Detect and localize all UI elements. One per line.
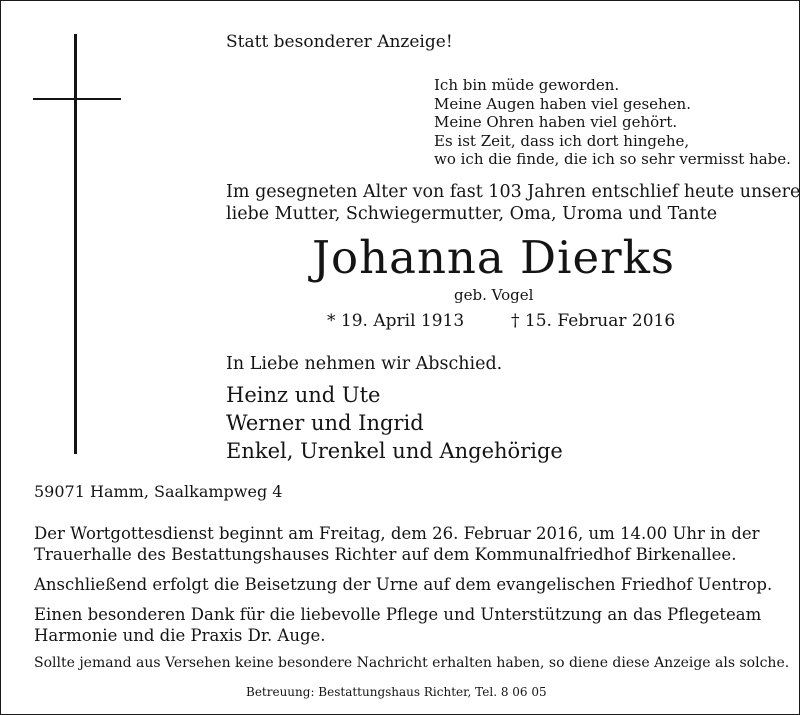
- deceased-name: Johanna Dierks: [312, 231, 676, 284]
- service-line: Trauerhalle des Bestattungshauses Richter auf dem Kommunalfriedhof Birkenallee.: [34, 545, 737, 564]
- cross-icon-crossbar: [33, 98, 121, 100]
- service-line: Der Wortgottesdienst beginnt am Freitag, dem 26. Februar 2016, um 14.00 Uhr in der: [34, 524, 760, 543]
- poem-line: Meine Ohren haben viel gehört.: [434, 113, 678, 131]
- poem-line: Meine Augen haben viel gesehen.: [434, 94, 691, 113]
- apology-note: Sollte jemand aus Versehen keine besondere Nachricht erhalten haben, so diene diese Anzeige als solche.: [34, 655, 790, 671]
- family-address: 59071 Hamm, Saalkampweg 4: [34, 482, 283, 501]
- funeral-home-footer: Betreuung: Bestattungshaus Richter, Tel. 8 06 05: [246, 685, 547, 699]
- farewell-text: In Liebe nehmen wir Abschied.: [226, 354, 503, 374]
- burial-info: Anschließend erfolgt die Beisetzung der Urne auf dem evangelischen Friedhof Uentrop.: [34, 575, 773, 594]
- mourners-list: [226, 381, 563, 465]
- thanks-line: Einen besonderen Dank für die liebevolle Pflege und Unterstützung an das Pflegeteam: [34, 605, 762, 624]
- birth-date: * 19. April 1913: [327, 311, 465, 331]
- thanks-text: [34, 604, 769, 646]
- intro-line: liebe Mutter, Schwiegermutter, Oma, Uroma und Tante: [226, 204, 718, 224]
- cross-icon: [74, 34, 77, 454]
- poem-line: wo ich die finde, die ich so sehr vermisst habe.: [434, 150, 791, 168]
- maiden-name: geb. Vogel: [454, 286, 534, 304]
- mourner-entry: Heinz und Ute: [226, 383, 381, 407]
- mourner-entry: Enkel, Urenkel und Angehörige: [226, 439, 563, 463]
- service-info: [34, 523, 769, 565]
- notice-heading: Statt besonderer Anzeige!: [226, 32, 453, 52]
- poem-line: Es ist Zeit, dass ich dort hingehe,: [434, 131, 690, 150]
- poem-line: Ich bin müde geworden.: [434, 76, 620, 94]
- intro-text: [226, 181, 800, 225]
- intro-line: Im gesegneten Alter von fast 103 Jahren entschlief heute unsere: [226, 182, 800, 202]
- death-date: † 15. Februar 2016: [511, 311, 676, 331]
- poem: [434, 76, 791, 169]
- mourner-entry: Werner und Ingrid: [226, 411, 424, 435]
- thanks-line: Harmonie und die Praxis Dr. Auge.: [34, 626, 326, 645]
